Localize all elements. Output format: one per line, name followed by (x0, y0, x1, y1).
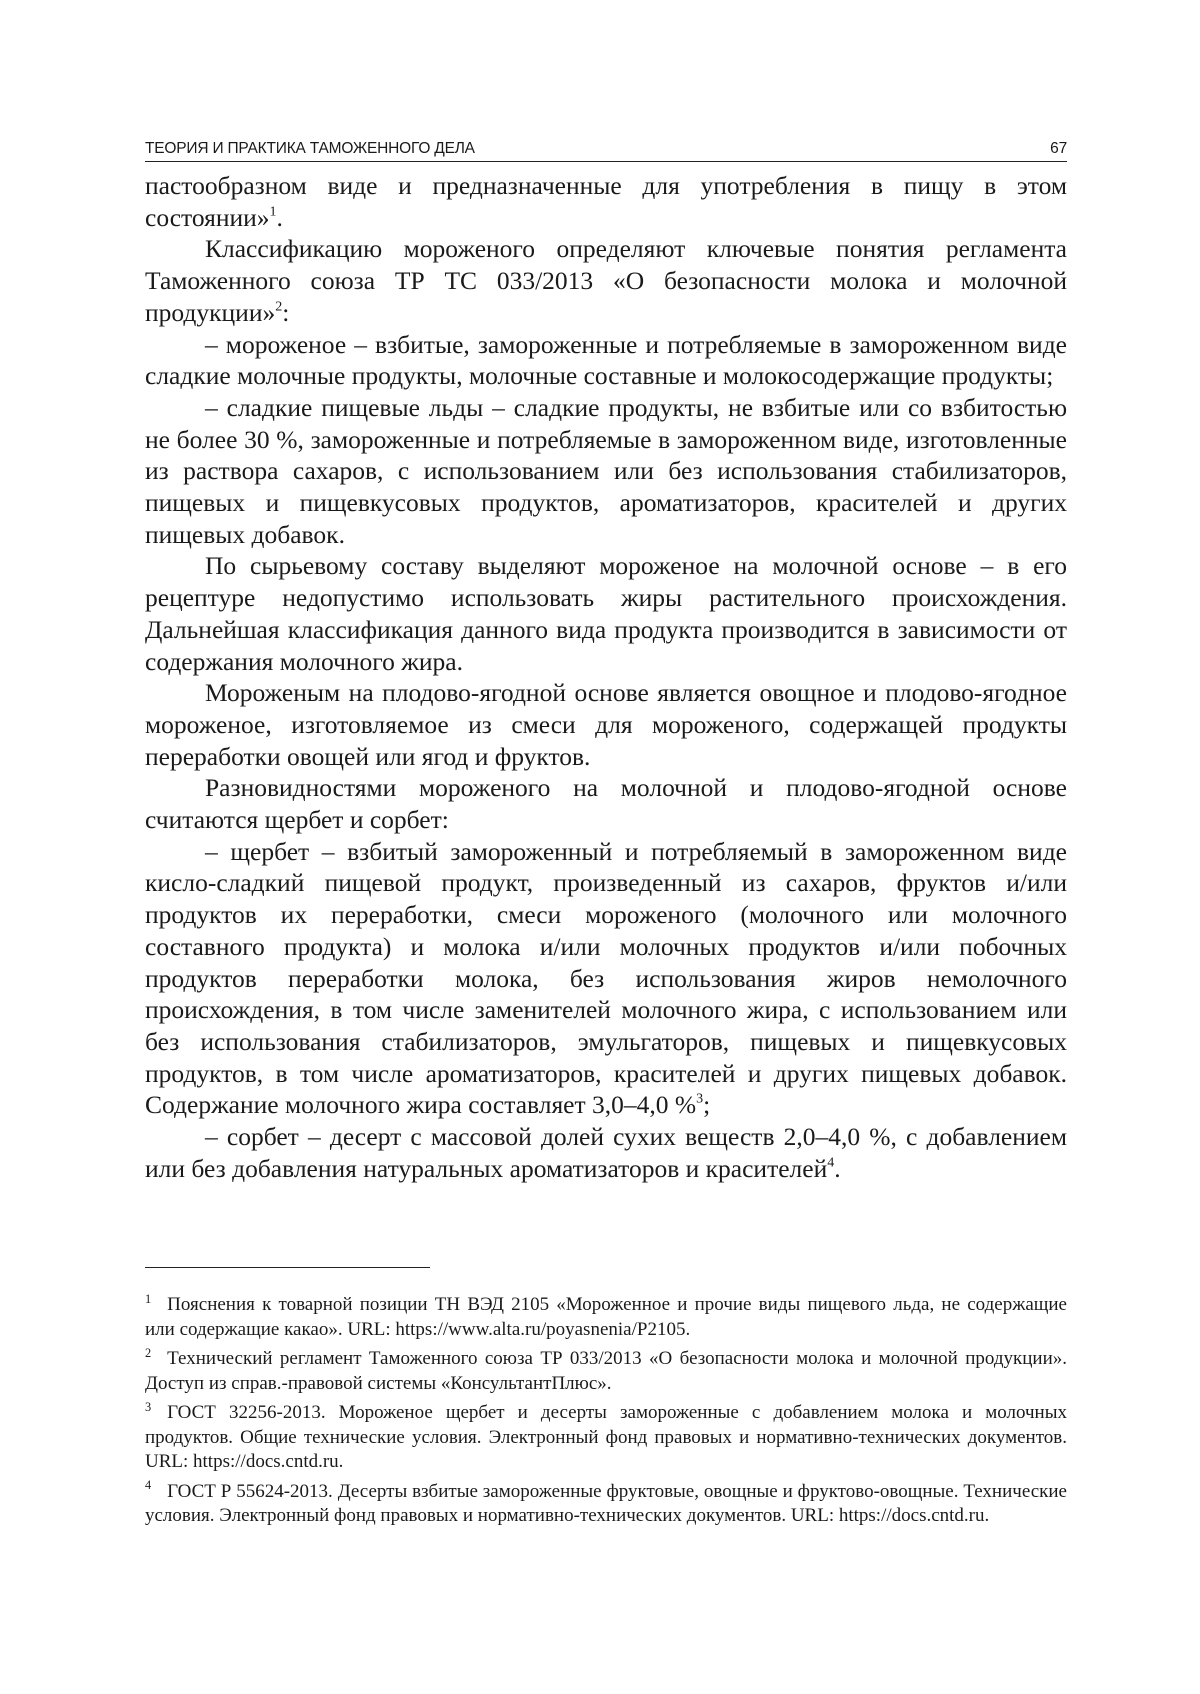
paragraph-1-end: . (276, 202, 283, 232)
paragraph-5: По сырьевому составу выделяют мороженое на молочной основе – в его рецептуре недопустимо использовать жиры растительного происхождения. Дальнейшая классификация данного вида продукта производится в зависимости от содержания молочного жира. (145, 551, 1067, 676)
running-header (145, 134, 1067, 162)
page-number: 67 (1050, 140, 1067, 157)
list-item-sherbet (145, 836, 1067, 1121)
list-item-sorbet (145, 1121, 1067, 1184)
list-item-sweet-ices: – сладкие пищевые льды – сладкие продукты, не взбитые или со взбитостью не более 30 %, замороженные и потребляемые в замороженном виде, изготовленные из раствора сахаров, с использованием или без использования стабилизаторов, пищевых и пищевкусовых продуктов, ароматизаторов, красителей и других пищевых добавок. (145, 392, 1067, 549)
footnote-2-text: Технический регламент Таможенного союза ТР 033/2013 «О безопасности молока и молочной продукции». Доступ из справ.-правовой системы «КонсультантПлюс». (145, 1348, 1067, 1394)
list-item-sherbet-text: – щербет – взбитый замороженный и потребляемый в замороженном виде кисло-сладкий пищевой продукт, произведенный из сахаров, фруктов и/или продуктов их переработки, смеси мороженого (молочного или молочного составного продукта) и молока и/или молочных продуктов и/или побочных продуктов переработки молока, без использования жиров немолочного происхождения, в том числе заменителей молочного жира, с использованием или без использования стабилизаторов, эмульгаторов, пищевых и пищевкусовых продуктов, в том числе ароматизаторов, красителей и других пищевых добавок. Содержание молочного жира составляет 3,0–4,0 % (145, 836, 1067, 1120)
footnote-1-text: Пояснения к товарной позиции ТН ВЭД 2105 «Мороженное и прочие виды пищевого льда, не содержащие или содержащие какао». URL: https://www.alta.ru/poyasnenia/P2105. (145, 1294, 1067, 1340)
footnote-ref-4: 4 (827, 1155, 835, 1171)
footnote-4-number: 4 (145, 1478, 152, 1493)
paragraph-1-text: пастообразном виде и предназначенные для употребления в пищу в этом состоянии» (145, 171, 1067, 232)
paragraph-1 (145, 170, 1067, 233)
footnote-ref-3: 3 (696, 1091, 704, 1107)
footnote-4 (145, 1480, 1067, 1529)
journal-title: ТЕОРИЯ И ПРАКТИКА ТАМОЖЕННОГО ДЕЛА (145, 140, 475, 157)
footnote-3-number: 3 (145, 1399, 152, 1414)
footnote-4-text: ГОСТ Р 55624-2013. Десерты взбитые замороженные фруктовые, овощные и фруктово-овощные. Технические условия. Электронный фонд правовых и нормативно-технических документов. URL: https://docs.cntd.ru. (145, 1480, 1067, 1526)
paragraph-7: Разновидностями мороженого на молочной и плодово-ягодной основе считаются щербет и сорбет: (145, 773, 1067, 835)
footnote-2 (145, 1347, 1067, 1396)
main-text (145, 170, 1067, 1185)
list-item-ice-cream: – мороженое – взбитые, замороженные и потребляемые в замороженном виде сладкие молочные продукты, молочные составные и молокосодержащие продукты; (145, 329, 1067, 391)
list-item-sherbet-end: ; (703, 1090, 711, 1120)
paragraph-6: Мороженым на плодово-ягодной основе является овощное и плодово-ягодное мороженое, изготовляемое из смеси для мороженого, содержащей продукты переработки овощей или ягод и фруктов. (145, 678, 1067, 771)
list-item-sorbet-end: . (834, 1153, 841, 1183)
list-item-sorbet-text: – сорбет – десерт с массовой долей сухих веществ 2,0–4,0 %, с добавлением или без добавления натуральных ароматизаторов и красителей (145, 1122, 1067, 1183)
paragraph-2 (145, 233, 1067, 328)
footnote-2-number: 2 (145, 1345, 152, 1360)
paragraph-2-end: : (282, 297, 290, 327)
footnote-1 (145, 1293, 1067, 1342)
paragraph-2-text: Классификацию мороженого определяют ключевые понятия регламента Таможенного союза ТР ТС 033/2013 «О безопасности молока и молочной продукции» (145, 234, 1067, 327)
footnotes (145, 1293, 1067, 1534)
footnote-separator (145, 1267, 430, 1268)
footnote-1-number: 1 (145, 1291, 152, 1306)
footnote-ref-1: 1 (269, 204, 277, 220)
footnote-3-text: ГОСТ 32256-2013. Мороженое щербет и десерты замороженные с добавлением молока и молочных продуктов. Общие технические условия. Электронный фонд правовых и нормативно-технических документов. URL: https://docs.cntd.ru. (145, 1402, 1067, 1472)
footnote-ref-2: 2 (275, 299, 283, 315)
footnote-3 (145, 1401, 1067, 1475)
